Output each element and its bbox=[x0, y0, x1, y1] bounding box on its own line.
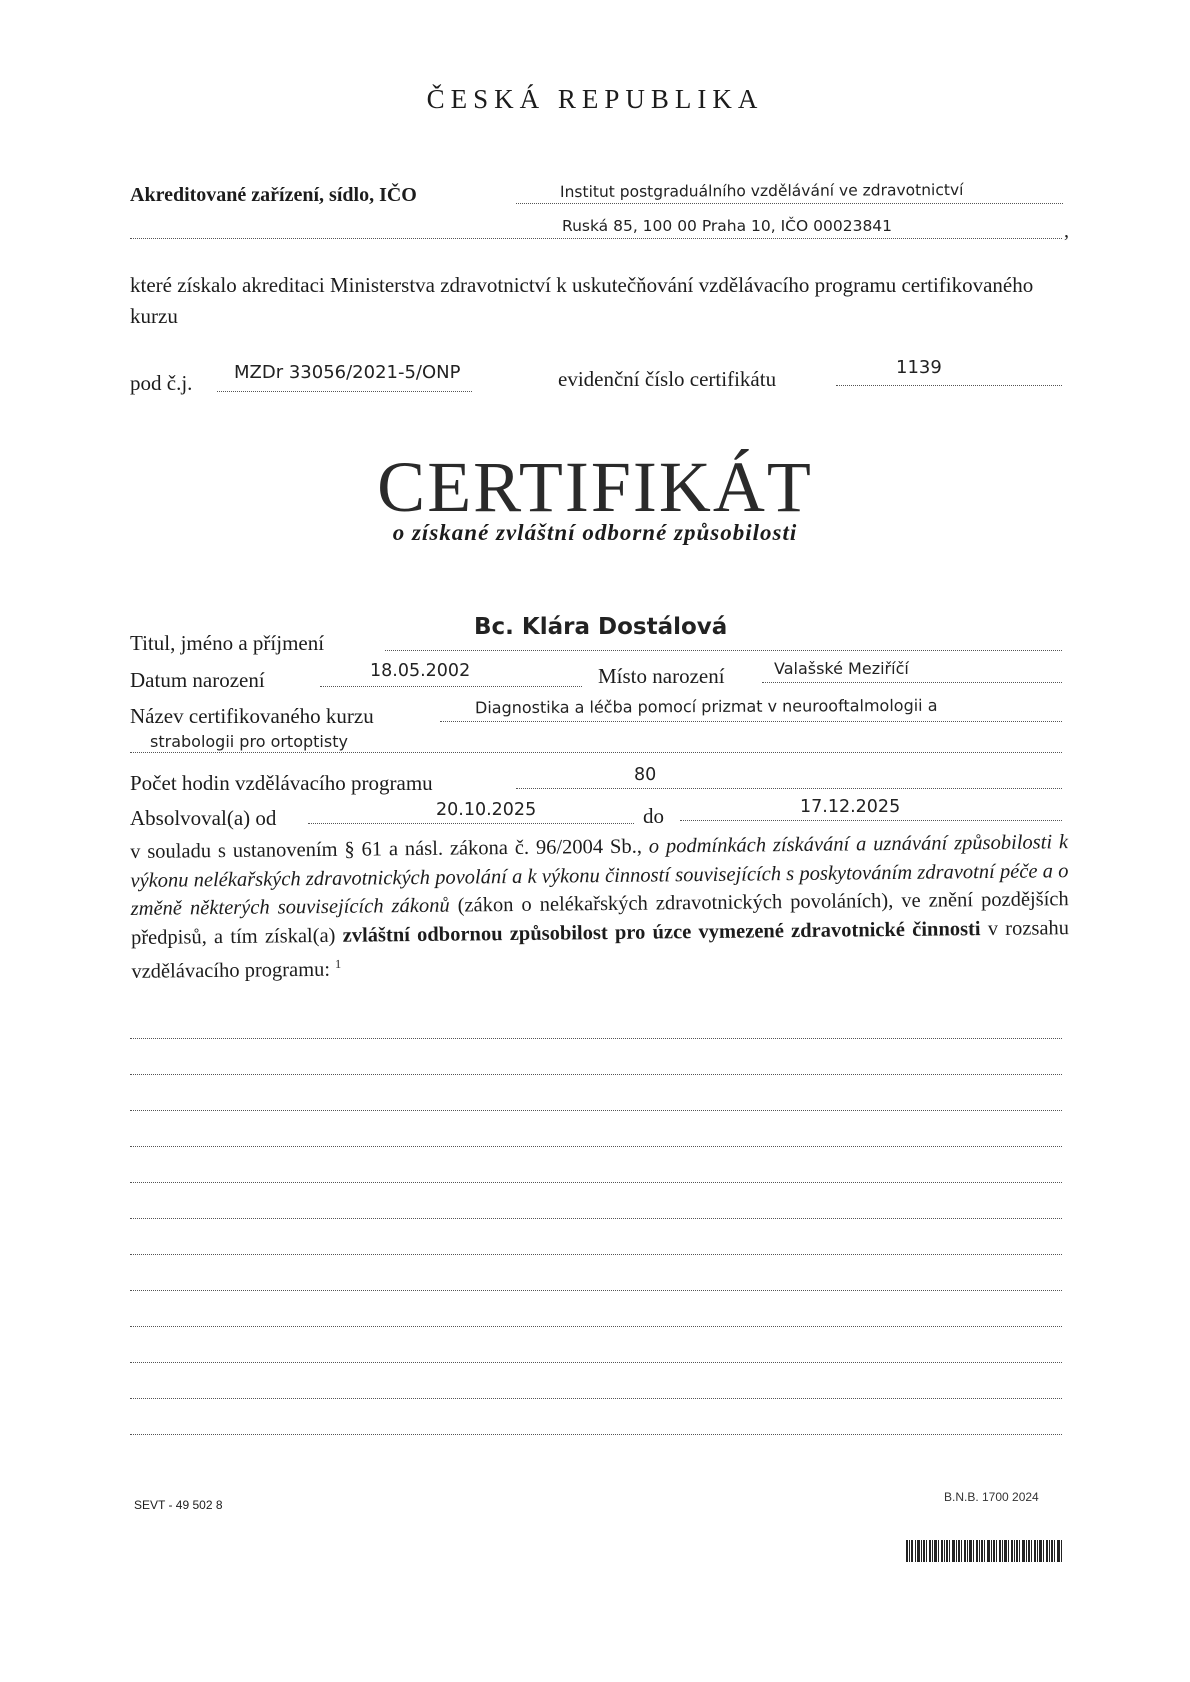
person-name: Bc. Klára Dostálová bbox=[474, 614, 728, 640]
print-code: B.N.B. 1700 2024 bbox=[944, 1490, 1039, 1504]
course-name-label: Název certifikovaného kurzu bbox=[130, 704, 374, 728]
birth-place-value: Valašské Meziříčí bbox=[774, 659, 909, 678]
certificate-title: CERTIFIKÁT bbox=[377, 447, 813, 527]
birth-date-value: 18.05.2002 bbox=[370, 661, 471, 681]
law-text-italic: o podmínkách získávání a uznávání způsobilosti k výkonu nelékařských zdravotnických povolání a k výkonu činností souvisejících s poskytováním zdravotní péče a o změně některých souvisejících zákonů bbox=[130, 831, 1069, 920]
reference-line bbox=[217, 391, 472, 392]
state-heading: ČESKÁ REPUBLIKA bbox=[426, 84, 764, 114]
from-value: 20.10.2025 bbox=[436, 800, 537, 820]
institution-address: Ruská 85, 100 00 Praha 10, IČO 00023841 bbox=[562, 217, 893, 235]
to-line bbox=[680, 820, 1062, 821]
course-name-line-1 bbox=[440, 721, 1062, 722]
form-code bbox=[134, 1498, 223, 1512]
reference-label: pod č.j. bbox=[130, 371, 193, 395]
birth-date-label: Datum narození bbox=[130, 668, 265, 692]
law-text-3: v rozsahu vzdělávacího programu: bbox=[131, 916, 1070, 983]
institution-name-line bbox=[516, 203, 1063, 204]
institution-address-line bbox=[130, 238, 1062, 239]
program-line bbox=[130, 1254, 1062, 1255]
address-comma: , bbox=[1064, 220, 1069, 242]
evidence-line bbox=[836, 385, 1062, 386]
law-text-1: v souladu s ustanovením § 61 a násl. zákona č. 96/2004 Sb., bbox=[130, 835, 649, 863]
birth-place-label: Místo narození bbox=[598, 664, 725, 688]
law-paragraph bbox=[130, 828, 1070, 986]
hours-label: Počet hodin vzdělávacího programu bbox=[130, 771, 433, 795]
program-line bbox=[130, 1038, 1062, 1039]
program-line bbox=[130, 1074, 1062, 1075]
course-name-line-2 bbox=[130, 752, 1062, 753]
evidence-value: 1139 bbox=[896, 357, 942, 378]
program-line bbox=[130, 1218, 1062, 1219]
reference-value: MZDr 33056/2021-5/ONP bbox=[234, 362, 461, 383]
accreditation-paragraph: které získalo akreditaci Ministerstva zdravotnictví k uskutečňování vzdělávacího programu certifikovaného kurzu bbox=[130, 273, 1034, 328]
program-line bbox=[130, 1434, 1062, 1435]
to-value: 17.12.2025 bbox=[800, 797, 901, 817]
birth-place-line bbox=[762, 682, 1062, 683]
name-line bbox=[385, 650, 1062, 651]
program-line bbox=[130, 1182, 1062, 1183]
evidence-label: evidenční číslo certifikátu bbox=[558, 367, 777, 391]
program-line bbox=[130, 1326, 1062, 1327]
course-name-value-1: Diagnostika a léčba pomocí prizmat v neurooftalmologii a bbox=[474, 695, 938, 718]
program-line bbox=[130, 1146, 1062, 1147]
barcode-icon bbox=[906, 1540, 1064, 1562]
from-label: Absolvoval(a) od bbox=[130, 806, 277, 830]
name-label: Titul, jméno a příjmení bbox=[130, 631, 325, 655]
from-line bbox=[308, 823, 634, 824]
footnote-marker: 1 bbox=[335, 956, 342, 971]
program-line bbox=[130, 1398, 1062, 1399]
course-name-value-2: strabologii pro ortoptisty bbox=[150, 732, 348, 751]
program-line bbox=[130, 1110, 1062, 1111]
certificate-subtitle: o získané zvláštní odborné způsobilosti bbox=[392, 520, 798, 545]
hours-line bbox=[516, 788, 1062, 789]
birth-date-line bbox=[320, 686, 582, 687]
hours-value: 80 bbox=[634, 765, 657, 785]
institution-name: Institut postgraduálního vzdělávání ve zdravotnictví bbox=[559, 180, 964, 202]
to-label: do bbox=[643, 804, 664, 828]
law-text-2: (zákon o nelékařských zdravotnických povoláních), ve znění pozdějších předpisů, a tím získal(a) bbox=[130, 888, 1069, 949]
program-line bbox=[130, 1362, 1062, 1363]
institution-label: Akreditované zařízení, sídlo, IČO bbox=[130, 184, 417, 206]
program-line bbox=[130, 1290, 1062, 1291]
law-text-bold: zvláštní odbornou způsobilost pro úzce vymezené zdravotnické činnosti bbox=[342, 917, 981, 947]
form-code-text: SEVT - 49 502 8 bbox=[134, 1498, 223, 1512]
